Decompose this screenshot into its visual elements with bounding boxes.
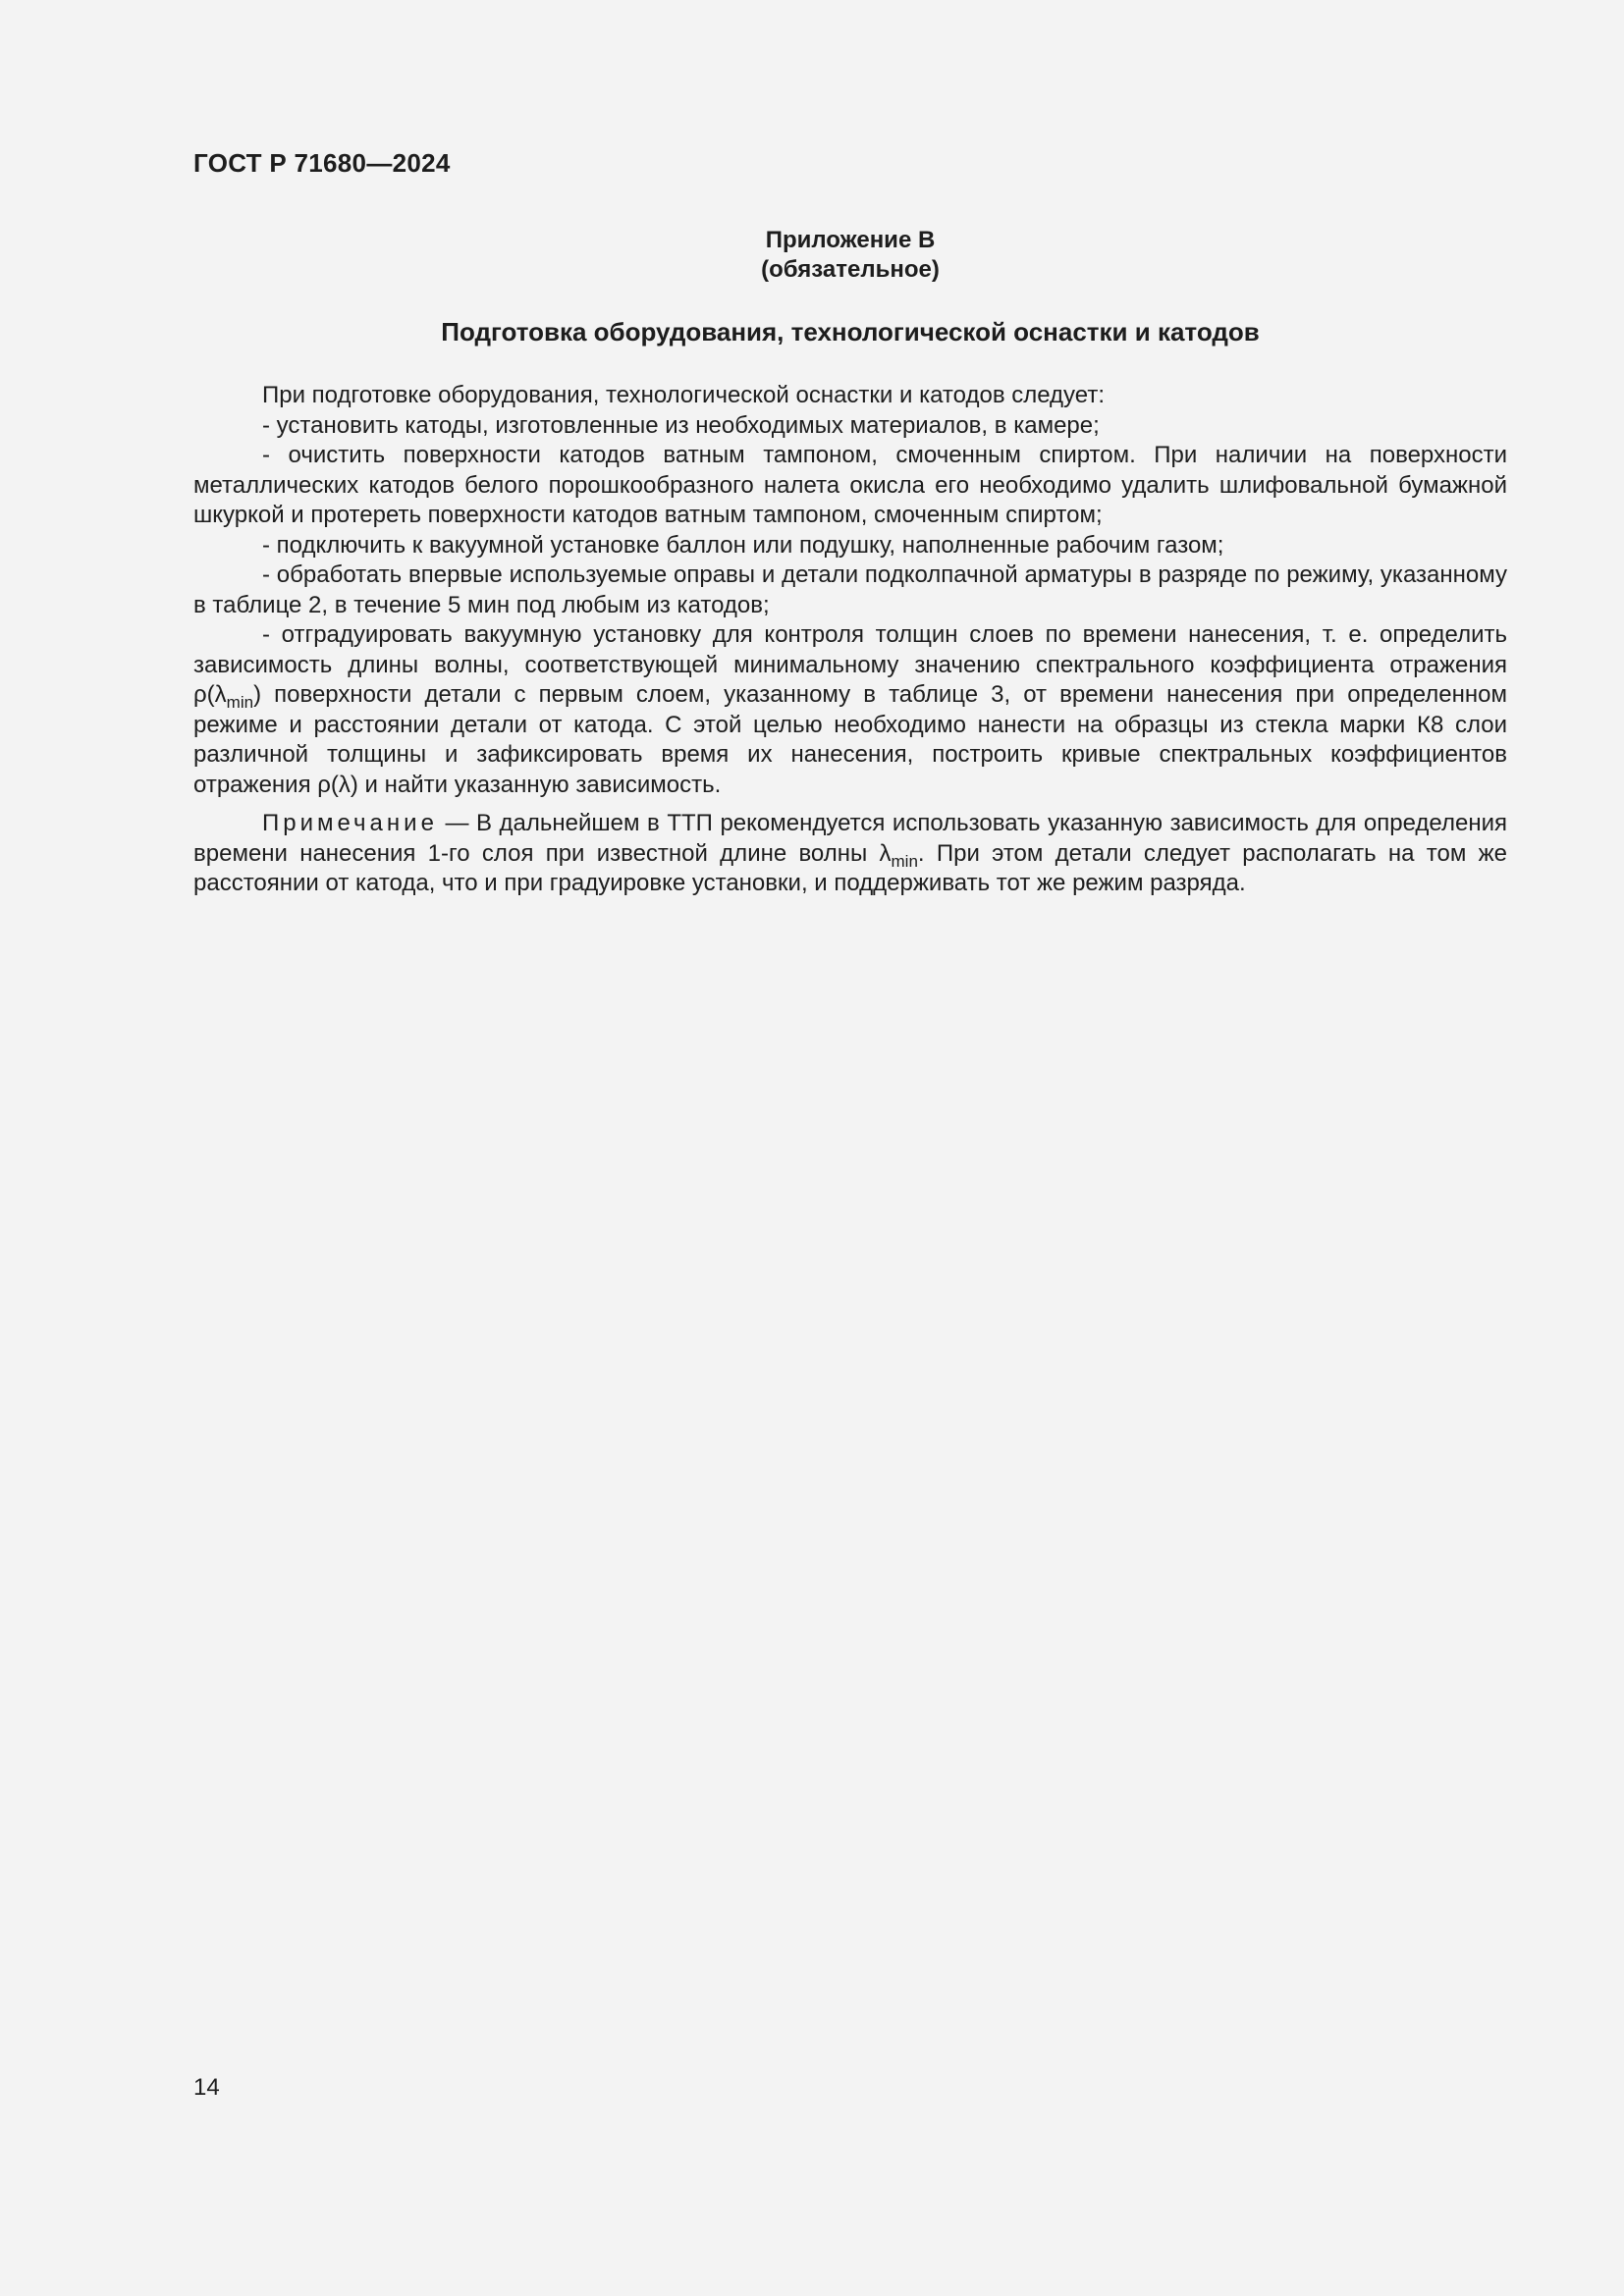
paragraph-clean-cathodes: - очистить поверхности катодов ватным тампоном, смоченным спиртом. При наличии на поверхности металлических катодов белого порошкообразного налета окисла его необходимо удалить шлифовальной бумажной шкуркой и протереть поверхности катодов ватным тампоном, смоченным спиртом; — [193, 442, 1507, 528]
appendix-title: Подготовка оборудования, технологической оснастки и катодов — [441, 317, 1260, 347]
paragraph-intro: При подготовке оборудования, технологической оснастки и катодов следует: — [262, 382, 1105, 408]
page-number: 14 — [193, 2074, 220, 2101]
appendix-body — [193, 381, 1507, 899]
appendix-status: (обязательное) — [761, 256, 940, 283]
appendix-heading — [193, 226, 1507, 285]
note-text-b: . При этом детали следует располагать на том же расстоянии от катода, что и при градуировке установки, и поддерживать тот же режим разряда. — [193, 839, 1507, 896]
appendix-label: Приложение В — [765, 227, 936, 253]
calibrate-text-b: ) поверхности детали с первым слоем, указанному в таблице 3, от времени нанесения при определенном режиме и расстоянии детали от катода. С этой целью необходимо нанести на образцы из стекла марки К8 слои различной толщины и зафиксировать время их нанесения, построить кривые спектральных коэффициентов отражения ρ(λ) и найти указанную зависимость. — [193, 681, 1507, 798]
calibrate-text-a: - отградуировать вакуумную установку для контроля толщин слоев по времени нанесения, т. е. определить зависимость длины волны, соответствующей минимальному значению спектрального коэффициента отражения ρ(λ — [193, 621, 1507, 708]
paragraph-connect-gas: - подключить к вакуумной установке баллон или подушку, наполненные рабочим газом; — [262, 531, 1224, 559]
note-lambda-min-subscript: min — [891, 851, 918, 871]
note-label: Примечание — [262, 810, 438, 836]
paragraph-treat-fixtures: - обработать впервые используемые оправы и детали подколпачной арматуры в разряде по режиму, указанному в таблице 2, в течение 5 мин под любым из катодов; — [193, 561, 1507, 618]
note-text-a: — В дальнейшем в ТТП рекомендуется использовать указанную зависимость для определения времени нанесения 1-го слоя при известной длине волны λ — [193, 810, 1507, 867]
paragraph-calibrate — [193, 620, 1507, 800]
document-code: ГОСТ Р 71680—2024 — [193, 148, 451, 178]
lambda-min-subscript: min — [226, 693, 254, 712]
note-paragraph — [193, 809, 1507, 899]
paragraph-install-cathodes: - установить катоды, изготовленные из необходимых материалов, в камере; — [262, 411, 1100, 439]
